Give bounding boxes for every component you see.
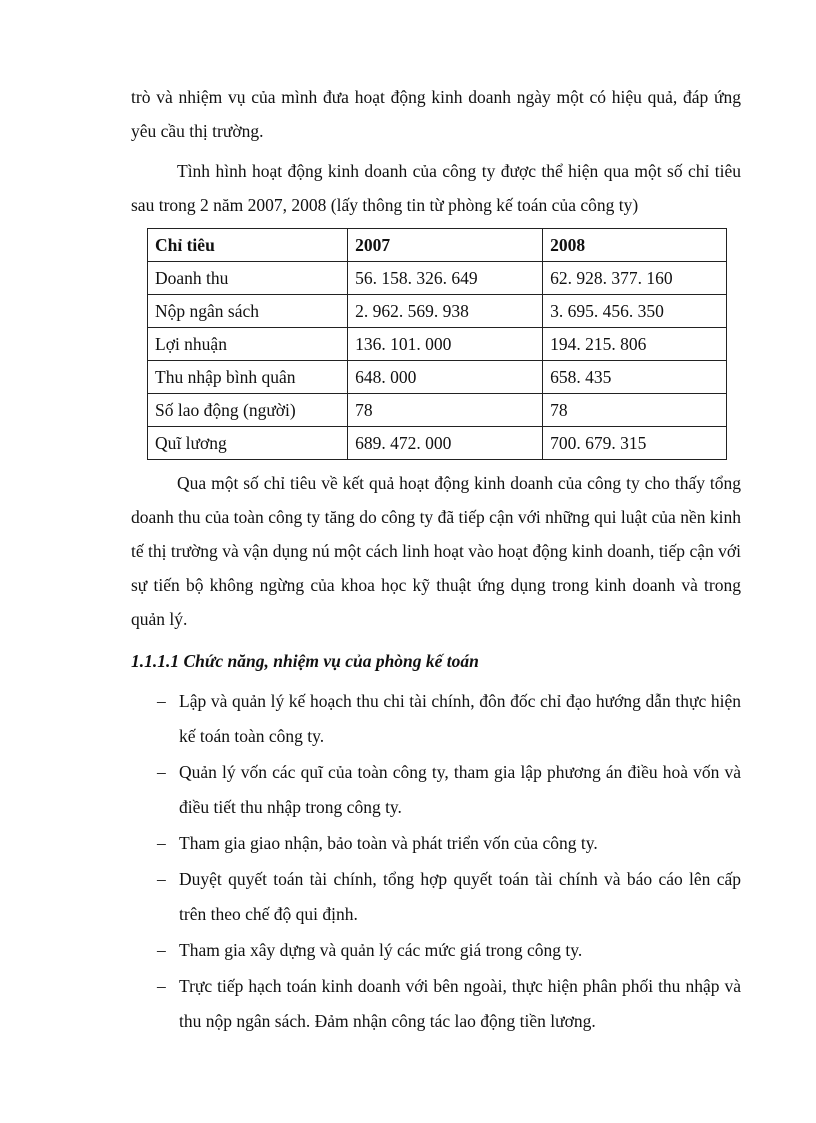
table-row — [148, 427, 727, 460]
list-item — [131, 933, 741, 968]
indicator-cell: Lợi nhuận — [148, 328, 348, 361]
value-2007-cell: 648. 000 — [348, 361, 543, 394]
duties-list — [131, 684, 741, 1039]
dash-bullet: – — [157, 762, 166, 782]
table-row — [148, 295, 727, 328]
value-2008-cell: 658. 435 — [543, 361, 727, 394]
value-2007-cell: 689. 472. 000 — [348, 427, 543, 460]
document-page — [131, 80, 741, 1040]
value-2007-cell: 136. 101. 000 — [348, 328, 543, 361]
duty-text: Tham gia xây dựng và quản lý các mức giá trong công ty. — [179, 940, 583, 960]
value-2007-cell: 78 — [348, 394, 543, 427]
indicator-cell: Nộp ngân sách — [148, 295, 348, 328]
list-item — [131, 684, 741, 754]
value-2008-cell: 194. 215. 806 — [543, 328, 727, 361]
table-row — [148, 394, 727, 427]
table-row — [148, 262, 727, 295]
indicator-cell: Doanh thu — [148, 262, 348, 295]
table-row — [148, 361, 727, 394]
value-2007-cell: 2. 962. 569. 938 — [348, 295, 543, 328]
indicator-cell: Số lao động (người) — [148, 394, 348, 427]
duty-text: Tham gia giao nhận, bảo toàn và phát triển vốn của công ty. — [179, 833, 598, 853]
dash-bullet: – — [157, 691, 166, 711]
table-intro-paragraph: Tình hình hoạt động kinh doanh của công ty được thể hiện qua một số chỉ tiêu sau trong 2 năm 2007, 2008 (lấy thông tin từ phòng kế toán của công ty) — [131, 161, 741, 215]
value-2008-cell: 700. 679. 315 — [543, 427, 727, 460]
duty-text: Quản lý vốn các quĩ của toàn công ty, tham gia lập phương án điều hoà vốn và điều tiết thu nhập trong công ty. — [179, 762, 741, 817]
section-heading: 1.1.1.1 Chức năng, nhiệm vụ của phòng kế toán — [131, 651, 479, 671]
duty-text: Lập và quản lý kế hoạch thu chi tài chính, đôn đốc chỉ đạo hướng dẫn thực hiện kế toán toàn công ty. — [179, 691, 741, 746]
intro-continuation-paragraph: trò và nhiệm vụ của mình đưa hoạt động kinh doanh ngày một có hiệu quả, đáp ứng yêu cầu thị trường. — [131, 87, 741, 141]
table-header-row — [148, 229, 727, 262]
indicator-cell: Quĩ lương — [148, 427, 348, 460]
header-indicator: Chỉ tiêu — [148, 229, 348, 262]
list-item — [131, 755, 741, 825]
dash-bullet: – — [157, 869, 166, 889]
header-2007: 2007 — [348, 229, 543, 262]
header-2008: 2008 — [543, 229, 727, 262]
dash-bullet: – — [157, 833, 166, 853]
dash-bullet: – — [157, 976, 166, 996]
indicator-cell: Thu nhập bình quân — [148, 361, 348, 394]
list-item — [131, 969, 741, 1039]
value-2008-cell: 3. 695. 456. 350 — [543, 295, 727, 328]
value-2007-cell: 56. 158. 326. 649 — [348, 262, 543, 295]
business-indicators-table — [147, 228, 727, 460]
analysis-paragraph: Qua một số chỉ tiêu về kết quả hoạt động kinh doanh của công ty cho thấy tổng doanh thu của toàn công ty tăng do công ty đã tiếp cận với những qui luật của nền kinh tế thị trường và vận dụng nú một cách linh hoạt vào hoạt động kinh doanh, tiếp cận với sự tiến bộ không ngừng của khoa học kỹ thuật ứng dụng trong kinh doanh và trong quản lý. — [131, 473, 741, 629]
value-2008-cell: 62. 928. 377. 160 — [543, 262, 727, 295]
duty-text: Duyệt quyết toán tài chính, tổng hợp quyết toán tài chính và báo cáo lên cấp trên theo chế độ qui định. — [179, 869, 741, 924]
value-2008-cell: 78 — [543, 394, 727, 427]
list-item — [131, 862, 741, 932]
table-row — [148, 328, 727, 361]
list-item — [131, 826, 741, 861]
duty-text: Trực tiếp hạch toán kinh doanh với bên ngoài, thực hiện phân phối thu nhập và thu nộp ngân sách. Đảm nhận công tác lao động tiền lương. — [179, 976, 741, 1031]
dash-bullet: – — [157, 940, 166, 960]
